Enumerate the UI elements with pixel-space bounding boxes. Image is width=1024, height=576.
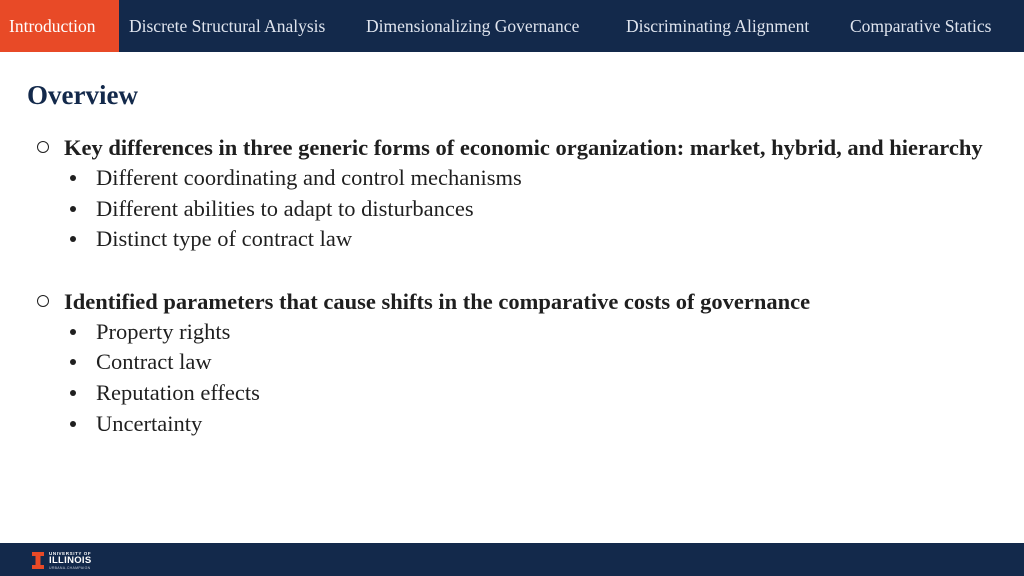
list-item <box>34 194 990 225</box>
list-item <box>34 409 990 440</box>
university-logo <box>32 550 92 570</box>
bullet-dot-icon <box>70 175 76 181</box>
logo-line-campus: URBANA-CHAMPAIGN <box>49 565 91 570</box>
logo-line-illinois: ILLINOIS <box>49 554 92 566</box>
list-item <box>34 163 990 194</box>
section-governance-parameters <box>34 286 990 439</box>
list-item <box>34 378 990 409</box>
logo-wordmark <box>49 551 92 570</box>
slide-title: Overview <box>27 80 138 110</box>
list-item <box>34 317 990 348</box>
circle-bullet-icon <box>37 295 49 307</box>
bullet-dot-icon <box>70 329 76 335</box>
logo-line-university: UNIVERSITY OF <box>49 550 92 556</box>
list-item-text: Contract law <box>96 349 212 375</box>
section-heading-text: Identified parameters that cause shifts in the comparative costs of governance <box>64 288 811 314</box>
list-item-text: Property rights <box>96 318 231 344</box>
circle-bullet-icon <box>37 141 49 153</box>
tab-discriminating-alignment[interactable]: Discriminating Alignment <box>626 15 810 36</box>
bullet-dot-icon <box>70 421 76 427</box>
section-economic-organization <box>34 132 990 255</box>
list-item <box>34 224 990 255</box>
list-item-text: Distinct type of contract law <box>96 226 353 252</box>
slide-content <box>34 132 990 439</box>
bullet-dot-icon <box>70 236 76 242</box>
list-item-text: Reputation effects <box>96 379 260 405</box>
tab-dimensionalizing-governance[interactable]: Dimensionalizing Governance <box>366 15 580 36</box>
list-item-text: Different abilities to adapt to disturbances <box>96 195 474 221</box>
section-heading-text: Key differences in three generic forms of economic organization: market, hybrid, and hierarchy <box>64 135 983 160</box>
bullet-list <box>34 163 990 255</box>
list-item-text: Uncertainty <box>96 410 203 436</box>
block-i-icon <box>32 552 44 569</box>
list-item-text: Different coordinating and control mechanisms <box>96 165 522 190</box>
tab-introduction[interactable]: Introduction <box>0 0 119 52</box>
footer-bar <box>0 543 1024 576</box>
list-item <box>34 347 990 378</box>
bullet-dot-icon <box>70 390 76 396</box>
bullet-dot-icon <box>70 359 76 365</box>
section-heading <box>34 132 990 163</box>
bullet-list <box>34 317 990 439</box>
bullet-dot-icon <box>70 206 76 212</box>
tab-comparative-statics[interactable]: Comparative Statics <box>850 15 992 36</box>
section-heading <box>34 286 990 317</box>
top-navigation <box>0 0 1024 52</box>
tab-discrete-structural-analysis[interactable]: Discrete Structural Analysis <box>129 15 326 36</box>
